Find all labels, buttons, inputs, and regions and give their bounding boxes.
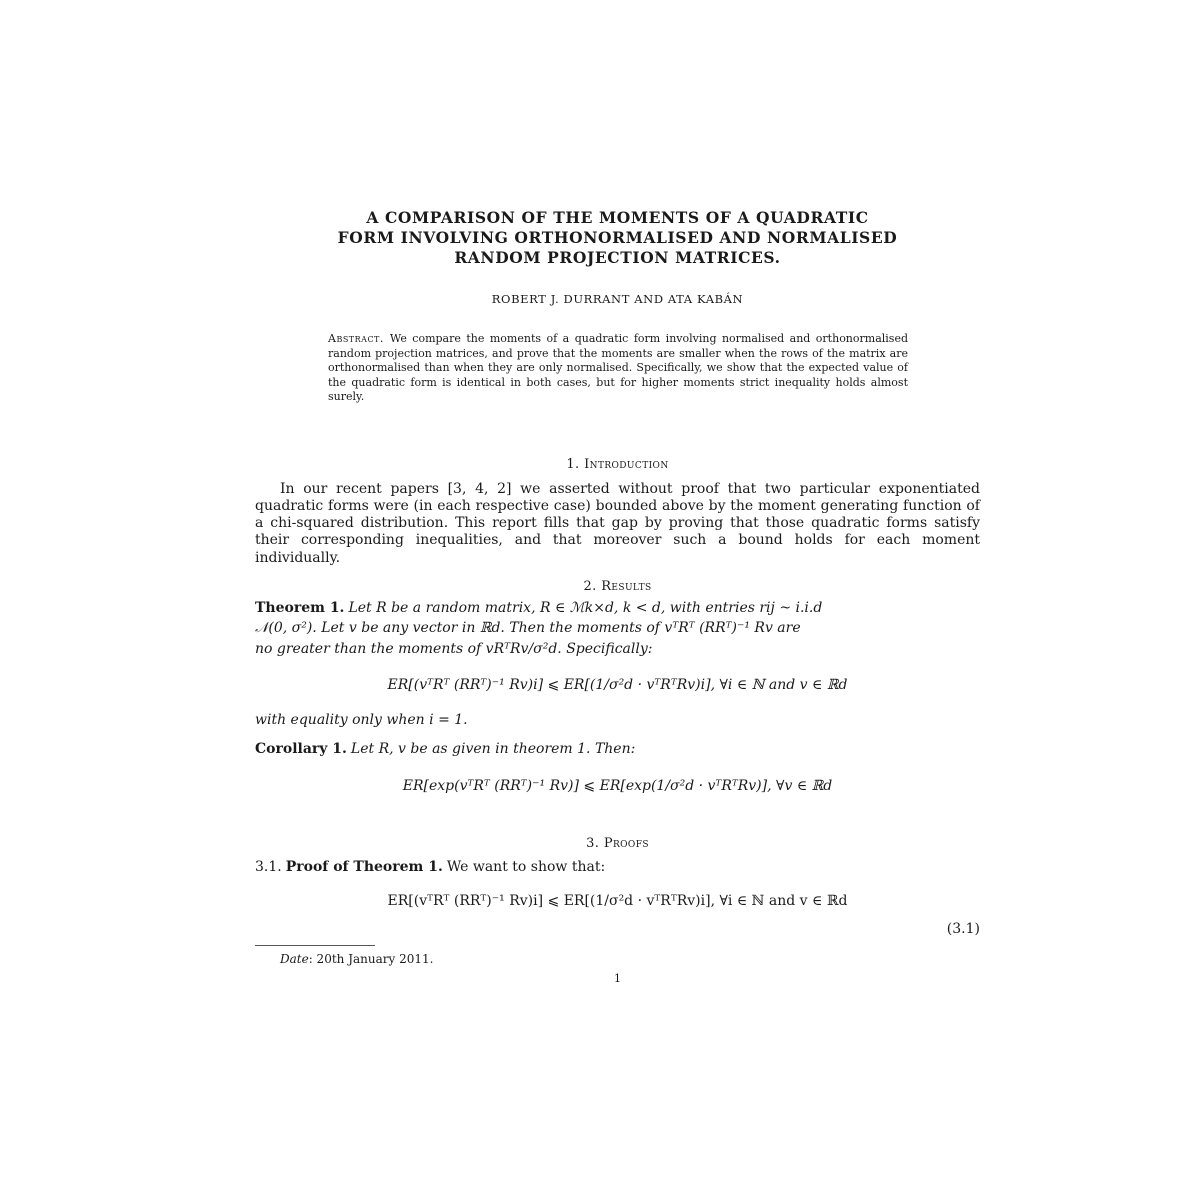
- abstract: [328, 332, 908, 405]
- corollary-equation: [255, 764, 980, 808]
- section-title: Results: [601, 578, 652, 594]
- theorem-line-2: 𝒩(0, σ²). Let v be any vector in ℝd. Then the moments of vᵀRᵀ (RRᵀ)⁻¹ Rv are: [255, 620, 801, 637]
- section-title: Introduction: [584, 456, 669, 472]
- equation-condition: , ∀i ∈ ℕ and v ∈ ℝd: [710, 677, 848, 694]
- equation-rhs: ER[(1/σ²d · vᵀRᵀRv)i]: [563, 892, 711, 909]
- section-number: 2.: [583, 578, 597, 594]
- equation-lhs: ER[exp(vᵀRᵀ (RRᵀ)⁻¹ Rv)]: [402, 777, 579, 794]
- corollary-1: [255, 739, 980, 760]
- theorem-label: Theorem 1.: [255, 599, 345, 616]
- footnote-rule: [255, 945, 375, 946]
- equation-relation: ⩽: [547, 892, 560, 909]
- theorem-line-3: no greater than the moments of vRᵀRv/σ²d. Specifically:: [255, 640, 653, 657]
- equation-rhs: ER[exp(1/σ²d · vᵀRᵀRv)]: [599, 777, 768, 794]
- abstract-text: We compare the moments of a quadratic form involving normalised and orthonormalised random projection matrices, and prove that the moments are smaller when the rows of the matrix are orthonormalised than when they are only normalised. Specifically, we show that the expected value of the quadratic form is identical in both cases, but for higher moments strict inequality holds almost surely.: [328, 332, 908, 403]
- equation-lhs: ER[(vᵀRᵀ (RRᵀ)⁻¹ Rv)i]: [387, 677, 544, 694]
- introduction-paragraph: In our recent papers [3, 4, 2] we asserted without proof that two particular exponentiated quadratic forms were (in each respective case) bounded above by the moment generating function of a chi-squared distribution. This report fills that gap by proving that those quadratic forms satisfy their corresponding inequalities, and that moreover such a bound holds for each moment individually.: [255, 480, 980, 566]
- title-line-1: A COMPARISON OF THE MOMENTS OF A QUADRATIC: [366, 208, 869, 227]
- footnote-label: Date: [280, 951, 309, 966]
- subsection-number: 3.1.: [255, 858, 282, 875]
- section-heading-results: [255, 579, 980, 594]
- subsection-title: Proof of Theorem 1.: [285, 858, 443, 875]
- theorem-1: [255, 598, 980, 660]
- section-number: 3.: [586, 835, 600, 851]
- subsection-proof-theorem-1: [255, 859, 980, 875]
- section-number: 1.: [566, 456, 580, 472]
- equation-lhs: ER[(vᵀRᵀ (RRᵀ)⁻¹ Rv)i]: [387, 892, 544, 909]
- paper-page: [255, 200, 980, 985]
- paper-title: [255, 208, 980, 268]
- section-heading-introduction: [255, 457, 980, 472]
- equation-relation: ⩽: [583, 777, 596, 794]
- proof-equation: [255, 879, 980, 923]
- equation-relation: ⩽: [547, 677, 560, 694]
- theorem-equality-note: with equality only when i = 1.: [255, 712, 468, 729]
- page-number: 1: [614, 971, 621, 985]
- section-heading-proofs: [255, 836, 980, 851]
- equation-condition: , ∀v ∈ ℝd: [767, 777, 833, 794]
- theorem-equation: [255, 663, 980, 707]
- equation-number: (3.1): [946, 920, 980, 937]
- equation-rhs: ER[(1/σ²d · vᵀRᵀRv)i]: [563, 677, 711, 694]
- equation-condition: , ∀i ∈ ℕ and v ∈ ℝd: [710, 892, 848, 909]
- title-line-2: FORM INVOLVING ORTHONORMALISED AND NORMALISED: [337, 228, 898, 247]
- footnote-text: : 20th January 2011.: [308, 951, 434, 966]
- corollary-label: Corollary 1.: [255, 741, 347, 758]
- authors: ROBERT J. DURRANT AND ATA KABÁN: [491, 292, 744, 306]
- abstract-label: Abstract.: [328, 332, 384, 345]
- theorem-line-1: Let R be a random matrix, R ∈ ℳk×d, k < d, with entries rij ~ i.i.d: [348, 599, 823, 616]
- section-title: Proofs: [603, 835, 649, 851]
- subsection-text: We want to show that:: [446, 858, 606, 875]
- corollary-text: Let R, v be as given in theorem 1. Then:: [350, 741, 636, 758]
- footnote-date: [255, 952, 980, 966]
- title-line-3: RANDOM PROJECTION MATRICES.: [454, 248, 781, 267]
